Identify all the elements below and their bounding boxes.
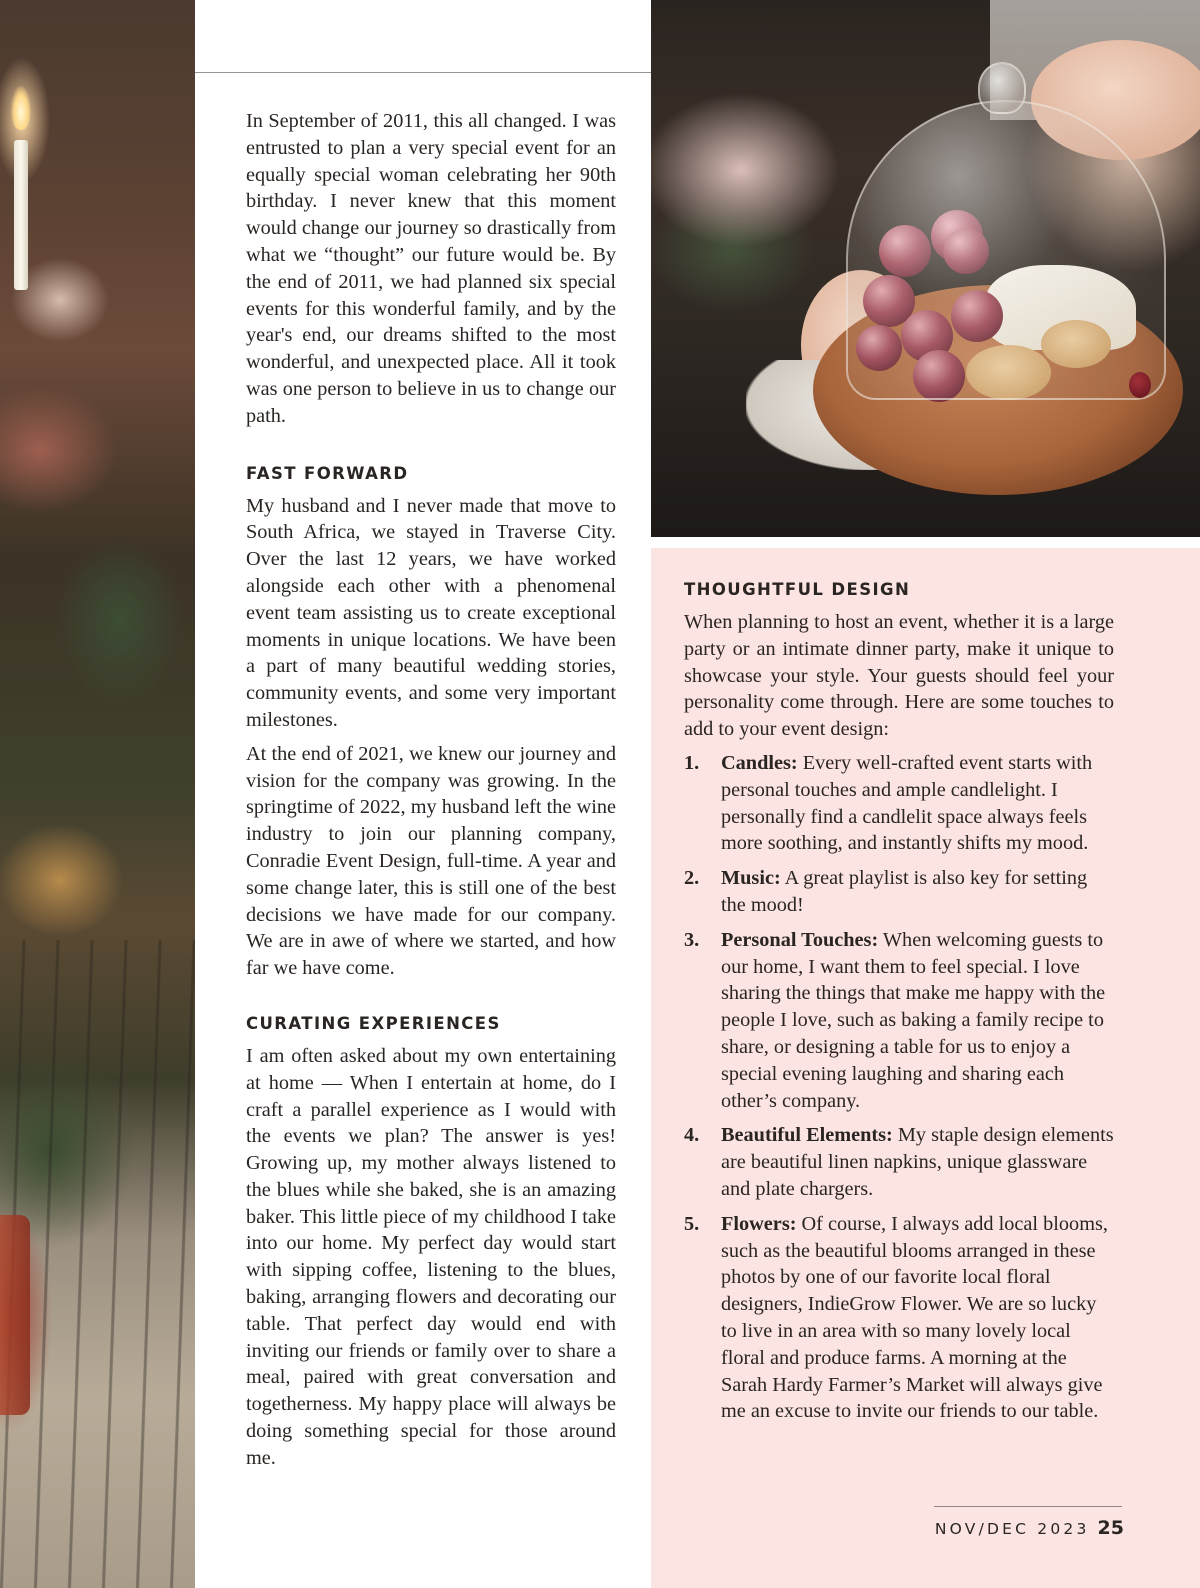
list-text: My staple design elements are beautiful linen napkins, unique glassware and plate chargers. [721,1124,1114,1200]
candle-flame [11,86,31,130]
list-term: Music: [721,867,781,890]
amber-glass [0,1215,30,1415]
right-article-column [684,580,1114,1433]
list-text: A great playlist is also key for setting the mood! [721,867,1088,916]
list-number: 4. [684,1124,700,1147]
page-number: 25 [1097,1517,1124,1539]
footer-divider [934,1506,1122,1507]
design-tips-list [684,750,1114,1425]
list-item [684,927,1114,1115]
list-term: Personal Touches: [721,928,879,951]
design-intro-paragraph: When planning to host an event, whether it is a large party or an intimate dinner party, make it unique to showcase your style. Your guests should feel your personality come through. Here are some touches to add to your event design: [684,611,1114,741]
painted-nail [1129,372,1151,398]
left-article-column [246,108,616,1479]
list-item [684,750,1114,857]
body-paragraph: My husband and I never made that move to South Africa, we stayed in Traverse City. Over the last 12 years, we have worked alongside each other with a phenomenal event team assisting us to create exceptional moments in unique locations. We have been a part of many beautiful wedding stories, community events, and some very important milestones. [246,494,616,731]
list-term: Candles: [721,751,798,774]
list-text: Every well-crafted event starts with personal touches and ample candlelight. I personally find a candlelit space always feels more soothing, and instantly shifts my mood. [721,751,1093,855]
list-number: 5. [684,1212,700,1235]
table-runner-candles-photo [0,0,195,1588]
list-number: 3. [684,928,700,951]
list-text: Of course, I always add local blooms, such as the beautiful blooms arranged in these photos by one of our favorite local floral designers, IndieGrow Flower. We are so lucky to live in an area with so many lovely local floral and produce farms. A morning at the Sarah Hardy Farmer’s Market will always give me an excuse to invite our friends to our table. [721,1212,1108,1423]
list-term: Beautiful Elements: [721,1124,893,1147]
intro-paragraph: In September of 2011, this all changed. I was entrusted to plan a very special event for an equally special woman celebrating her 90th birthday. I never knew that this moment would change our journey so drastically from what we “thought” our future would be. By the end of 2011, we had planned six special events for this wonderful family, and by the year's end, our dreams shifted to the most wonderful, and unexpected place. All it took was one person to believe in us to change our path. [246,110,616,427]
section-heading-fast-forward: FAST FORWARD [246,463,409,483]
list-item [684,1122,1114,1202]
cloche-knob [978,62,1026,114]
section-heading-curating-experiences: CURATING EXPERIENCES [246,1013,501,1033]
page-footer [935,1517,1124,1539]
list-text: When welcoming guests to our home, I want them to feel special. I love sharing the things that make me happy with the people I love, such as baking a family recipe to share, or designing a table for us to enjoy a special evening laughing and sharing each other’s company. [721,928,1106,1112]
body-paragraph: At the end of 2021, we knew our journey and vision for the company was growing. In the springtime of 2022, my husband left the wine industry to join our planning company, Conradie Event Design, full-time. A year and some change later, this is still one of the best decisions we have made for our company. We are in awe of where we started, and how far we have come. [246,742,616,980]
section-heading-thoughtful-design: THOUGHTFUL DESIGN [684,580,911,599]
list-item [684,865,1114,919]
glass-cloche [846,100,1166,400]
list-term: Flowers: [721,1212,797,1235]
list-number: 1. [684,751,700,774]
candle [14,140,28,290]
body-paragraph: I am often asked about my own entertaining at home — When I entertain at home, do I craft a parallel experience as I would with the events we plan? The answer is yes! Growing up, my mother always listened to the blues while she baked, she is an amazing baker. This little piece of my childhood I take into our home. My perfect day would start with sipping coffee, listening to the blues, baking, arranging flowers and decorating our table. That perfect day would end with inviting our friends or family over to share a meal, paired with great conversation and togetherness. My happy place will always be doing something special for those around me. [246,1044,616,1469]
glass-cloche-grapes-cheese-photo [651,0,1200,537]
list-item [684,1211,1114,1425]
top-divider [195,72,651,73]
issue-date: NOV/DEC 2023 [934,1520,1090,1538]
list-number: 2. [684,867,700,890]
